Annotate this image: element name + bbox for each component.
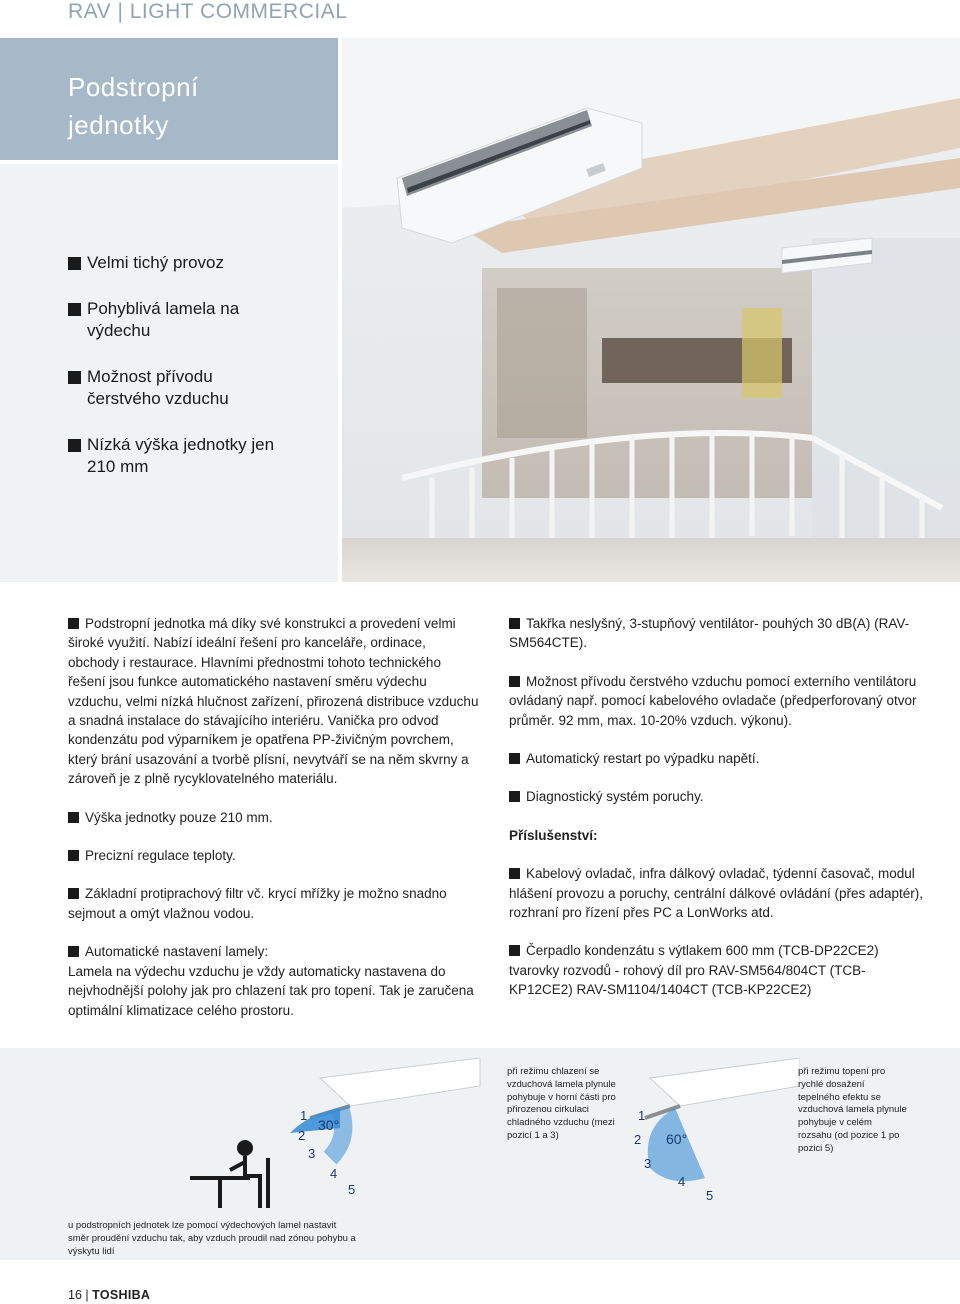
position-1-label: 1 <box>638 1108 646 1123</box>
intro-text: Podstropní jednotka má díky své konstrukci a provedení velmi široké využití. Nabízí ideální řešení pro kanceláře, ordinace, obchody i restaurace. Hlavními přednostmi tohoto technického řešení jsou funkce automatického nastavení směru výdechu vzduchu, velmi nízká hlučnost zařízení, přirozená distribuce vzduchu a snadná instalace do stávajícího interiéru. Vanička pro odvod kondenzátu pod výparníkem je opatřena PP-živičným povrchem, který brání usazování a tvorbě plísní, nevytváří se na něm skvrny a zároveň je z plně rycyklovatelného materiálu. <box>68 616 479 787</box>
bullet-item <box>509 614 929 653</box>
bullet-square-icon <box>68 946 79 957</box>
cooling-note: při režimu chlazení se vzduchová lamela plynule pohybuje v horní části pro přirozenou cirkulaci chladného vzduchu (mezi pozicí 1 a 3) <box>507 1066 616 1141</box>
title-line-2: jednotky <box>68 110 169 140</box>
bullet-text: Čerpadlo kondenzátu s výtlakem 600 mm (TCB-DP22CE2) tvarovky rozvodů - rohový díl pro RAV-SM564/804CT (TCB-KP12CE2) RAV-SM1104/1404CT (TCB-KP22CE2) <box>509 943 879 998</box>
bullet-text: Možnost přívodu čerstvého vzduchu pomocí externího ventilátoru ovládaný např. pomocí kabelového ovladače (předperforovaný otvor průměr. 92 mm, max. 10-20% vzduch. výkonu). <box>509 673 917 728</box>
bullet-item <box>509 672 929 730</box>
title-line-1: Podstropní <box>68 72 199 102</box>
position-5-label: 5 <box>706 1188 714 1203</box>
bullet-square-icon <box>509 676 520 687</box>
bullet-text: Kabelový ovladač, infra dálkový ovladač, týdenní časovač, modul hlášení provozu a poruchy, centrální dálkové ovládání (přes adaptér), rozhraní pro řízení přes PC a LonWorks atd. <box>509 866 923 921</box>
bullet-text: Základní protiprachový filtr vč. krycí mřížky je možno snadno sejmout a omýt vlažnou vodou. <box>68 886 447 921</box>
bullet-item <box>509 864 929 922</box>
feature-item: Velmi tichý provoz <box>68 252 328 274</box>
footer-divider: | <box>85 1288 93 1302</box>
position-3-label: 3 <box>644 1156 652 1171</box>
bullet-text: Výška jednotky pouze 210 mm. <box>85 809 273 825</box>
right-text-column <box>509 614 929 1019</box>
section-header: RAV | LIGHT COMMERCIAL <box>68 0 348 23</box>
position-1-label: 1 <box>300 1108 308 1123</box>
position-2-label: 2 <box>298 1128 306 1143</box>
feature-item: Nízká výška jednotky jen 210 mm <box>68 434 278 478</box>
heating-airflow-graphic <box>630 1058 800 1208</box>
bullet-square-icon <box>68 850 79 861</box>
position-4-label: 4 <box>330 1166 338 1181</box>
airflow-person-note: u podstropních jednotek lze pomocí výdechových lamel nastavit směr proudění vzduchu tak, aby vzduch proudil nad zónou pohybu a výskytu lidí <box>68 1220 356 1257</box>
bullet-square-icon <box>509 618 520 629</box>
position-3-label: 3 <box>308 1146 316 1161</box>
page-footer <box>68 1288 150 1302</box>
interior-illustration <box>342 38 960 582</box>
bullet-text: Precizní regulace teploty. <box>85 848 236 864</box>
bullet-square-icon <box>68 618 79 629</box>
seated-person-icon <box>190 1142 268 1208</box>
intro-paragraph <box>68 614 480 789</box>
bullet-square-icon <box>68 812 79 823</box>
position-5-label: 5 <box>348 1182 356 1197</box>
cooling-angle-label: 30° <box>318 1117 340 1133</box>
heating-angle-label: 60° <box>666 1131 688 1147</box>
bullet-text: Takřka neslyšný, 3-stupňový ventilátor- pouhých 30 dB(A) (RAV-SM564CTE). <box>509 616 910 651</box>
feature-item: Možnost přívodu čerstvého vzduchu <box>68 366 258 410</box>
heating-note: při režimu topení pro rychlé dosažení tepelného efektu se vzduchová lamela plynule pohybuje v celém rozsahu (od pozice 1 po pozici 5) <box>798 1066 907 1154</box>
bullet-text: Automatický restart po výpadku napětí. <box>526 751 760 767</box>
heating-diagram <box>630 1058 800 1208</box>
product-photo <box>342 38 960 582</box>
bullet-square-icon <box>509 945 520 956</box>
feature-item: Pohyblivá lamela na výdechu <box>68 298 253 342</box>
bullet-square-icon <box>509 791 520 802</box>
position-2-label: 2 <box>634 1132 642 1147</box>
cooling-airflow-graphic <box>190 1058 500 1208</box>
bullet-square-icon <box>509 868 520 879</box>
bullet-text: Diagnostický systém poruchy. <box>526 789 704 805</box>
bullet-item <box>68 884 480 923</box>
bullet-item <box>68 846 480 865</box>
bullet-square-icon <box>509 753 520 764</box>
page-number: 16 <box>68 1288 82 1302</box>
bullet-item <box>68 942 480 1020</box>
cooling-diagram <box>190 1058 500 1208</box>
bullet-heading: Automatické nastavení lamely: <box>85 944 269 960</box>
bullet-item <box>68 808 480 827</box>
title-box <box>0 38 338 160</box>
bullet-item <box>509 787 929 806</box>
top-bar <box>0 0 960 34</box>
page-title <box>68 68 328 144</box>
accessories-heading: Příslušenství: <box>509 827 598 843</box>
position-4-label: 4 <box>678 1174 686 1189</box>
bullet-item <box>509 941 929 999</box>
bullet-item <box>509 749 929 768</box>
bullet-square-icon <box>68 888 79 899</box>
brand-logo: TOSHIBA <box>92 1288 151 1302</box>
left-text-column <box>68 614 480 1039</box>
feature-list <box>68 252 328 502</box>
bullet-text: Lamela na výdechu vzduchu je vždy automaticky nastavena do nejvhodnější polohy jak pro chlazení tak pro topení. Tak je zaručena optimální klimatizace celého prostoru. <box>68 963 474 1018</box>
